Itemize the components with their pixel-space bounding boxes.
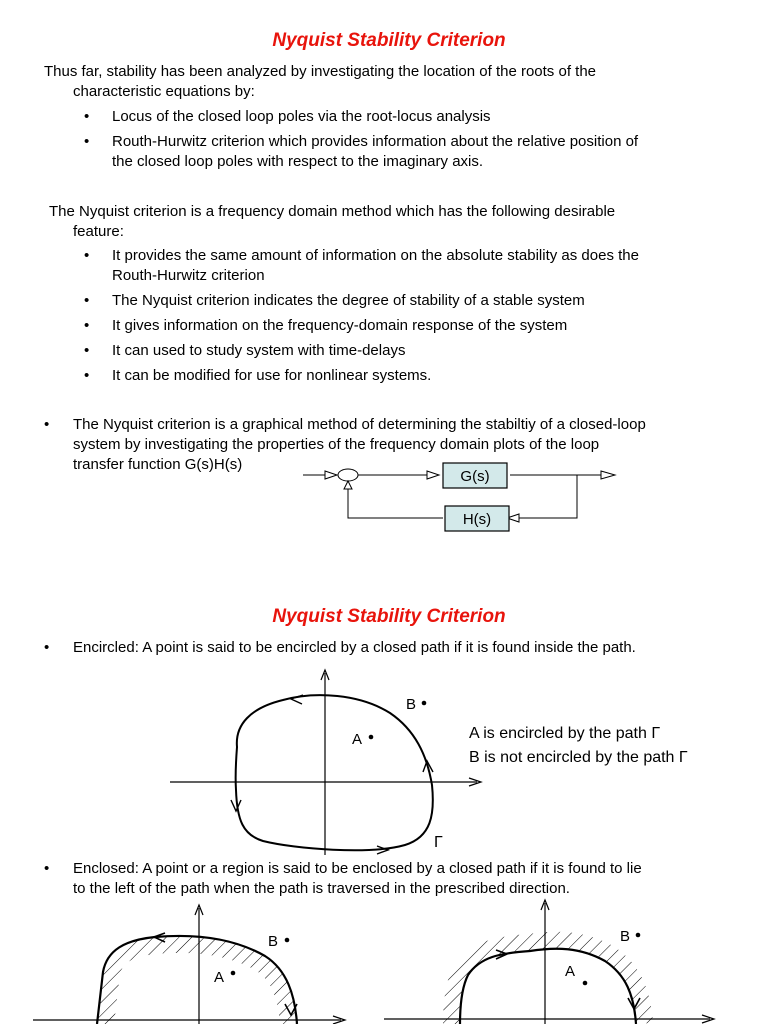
point-a-label: A	[565, 963, 576, 980]
bullet-dot: •	[84, 247, 90, 264]
intro-line-1: Thus far, stability has been analyzed by investigating the location of the roots of the	[44, 63, 597, 80]
point-a-dot	[583, 981, 588, 986]
feature-text-cont: Routh-Hurwitz criterion	[112, 267, 265, 284]
bullet-text-cont: to the left of the path when the path is traversed in the prescribed direction.	[73, 880, 570, 897]
enclosed-figure-right	[380, 895, 725, 1024]
bullet-dot: •	[84, 292, 90, 309]
bullet-text: Encircled: A point is said to be encircled by a closed path if it is found inside the path.	[73, 639, 636, 656]
point-a-dot	[231, 971, 236, 976]
point-b-dot	[422, 701, 427, 706]
bullet-dot: •	[44, 416, 50, 433]
bullet-dot: •	[84, 317, 90, 334]
feedback-left-line	[348, 487, 443, 518]
junction-arrow	[344, 481, 352, 489]
encircled-caption-line-2: B is not encircled by the path Γ	[469, 749, 688, 766]
feature-text: It can be modified for use for nonlinear systems.	[112, 367, 432, 384]
section1-title: Nyquist Stability Criterion	[272, 30, 506, 51]
forward-arrow	[427, 471, 439, 479]
encircled-caption-line-1: A is encircled by the path Γ	[469, 725, 661, 742]
point-b-label: B	[620, 928, 631, 945]
point-a-dot	[369, 735, 374, 740]
bullet-text: Routh-Hurwitz criterion which provides information about the relative position of	[112, 133, 639, 150]
bullet-dot: •	[84, 133, 90, 150]
intro-line-2: characteristic equations by:	[73, 83, 255, 100]
point-b-dot	[636, 933, 641, 938]
bullet-text: Enclosed: A point or a region is said to be enclosed by a closed path if it is found to lie	[73, 860, 642, 877]
feature-text: It gives information on the frequency-domain response of the system	[112, 317, 568, 334]
feedback-block-diagram	[295, 455, 625, 535]
bullet-text-cont: transfer function G(s)H(s)	[73, 456, 243, 473]
para2-line-2: feature:	[73, 223, 124, 240]
bullet-text-cont: system by investigating the properties of the frequency domain plots of the loop	[73, 436, 600, 453]
feature-text: It can used to study system with time-delays	[112, 342, 406, 359]
section2-title: Nyquist Stability Criterion	[272, 606, 506, 627]
bullet-dot: •	[44, 860, 50, 877]
input-arrow	[325, 471, 337, 479]
h-block-label: H(s)	[462, 511, 492, 528]
bullet-dot: •	[84, 342, 90, 359]
output-arrow	[601, 471, 615, 479]
g-block-label: G(s)	[460, 468, 490, 485]
point-b-dot	[285, 938, 290, 943]
bullet-text-cont: the closed loop poles with respect to the imaginary axis.	[112, 153, 484, 170]
bullet-dot: •	[84, 367, 90, 384]
point-a-label: A	[214, 969, 225, 986]
gamma-label: Γ	[434, 834, 443, 851]
point-a-label: A	[352, 731, 363, 748]
bullet-dot: •	[44, 639, 50, 656]
gamma-path	[236, 695, 433, 850]
bullet-dot: •	[84, 108, 90, 125]
para2-line-1: The Nyquist criterion is a frequency domain method which has the following desirable	[49, 203, 616, 220]
enclosed-figure-left	[25, 900, 355, 1024]
point-b-label: B	[406, 696, 417, 713]
encircled-figure	[165, 665, 495, 860]
summing-junction	[338, 469, 358, 481]
enclosed-hatch-band	[97, 936, 297, 1024]
feature-text: It provides the same amount of information on the absolute stability as does the	[112, 247, 639, 264]
feature-text: The Nyquist criterion indicates the degree of stability of a stable system	[112, 292, 585, 309]
bullet-text: The Nyquist criterion is a graphical method of determining the stabiltiy of a closed-loop	[73, 416, 646, 433]
bullet-text: Locus of the closed loop poles via the root-locus analysis	[112, 108, 491, 125]
feedback-right-line	[515, 475, 577, 518]
point-b-label: B	[268, 933, 279, 950]
